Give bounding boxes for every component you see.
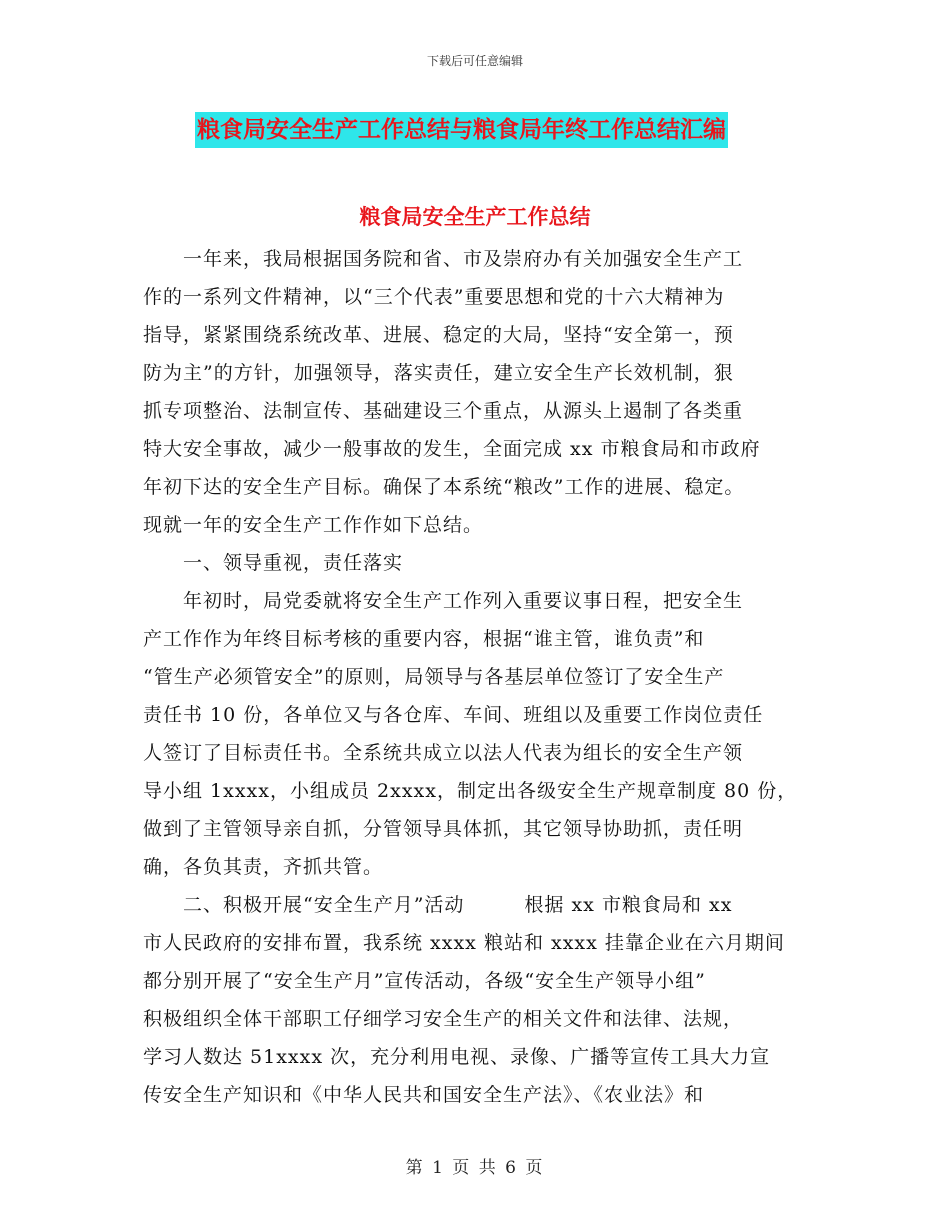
heading-safety-month: 二、积极开展“安全生产月”活动 根据 xx 市粮食局和 xx <box>183 894 733 916</box>
paragraph-line: 人签订了目标责任书。全系统共成立以法人代表为组长的安全生产领 <box>143 742 744 764</box>
paragraph-line: 确，各负其责，齐抓共管。 <box>143 856 384 878</box>
header-note: 下载后可任意编辑 <box>426 54 523 68</box>
paragraph-line: 指导，紧紧围绕系统改革、进展、稳定的大局，坚持“安全第一，预 <box>143 324 734 346</box>
heading-leadership: 一、领导重视，责任落实 <box>183 552 404 574</box>
page-footer: 第 1 页 共 6 页 <box>405 1158 545 1178</box>
paragraph-line: 抓专项整治、法制宣传、基础建设三个重点，从源头上遏制了各类重 <box>143 400 744 422</box>
document-title: 粮食局安全生产工作总结与粮食局年终工作总结汇编 <box>195 112 728 148</box>
paragraph-line: 学习人数达 51xxxx 次，充分利用电视、录像、广播等宣传工具大力宣 <box>143 1046 771 1068</box>
paragraph-line: 积极组织全体干部职工仔细学习安全生产的相关文件和法律、法规， <box>143 1008 744 1030</box>
paragraph-line: 做到了主管领导亲自抓，分管领导具体抓，其它领导协助抓，责任明 <box>143 818 744 840</box>
paragraph-line: 责任书 10 份，各单位又与各仓库、车间、班组以及重要工作岗位责任 <box>143 704 764 726</box>
paragraph-line: 传安全生产知识和《中华人民共和国安全生产法》、《农业法》和 <box>143 1084 705 1106</box>
paragraph-line: 特大安全事故，减少一般事故的发生，全面完成 xx 市粮食局和市政府 <box>143 438 761 460</box>
body-text <box>143 240 815 1114</box>
paragraph-line: 一年来，我局根据国务院和省、市及崇府办有关加强安全生产工 <box>183 248 744 270</box>
section-title: 粮食局安全生产工作总结 <box>359 205 591 229</box>
paragraph-line: 现就一年的安全生产工作作如下总结。 <box>143 514 484 536</box>
paragraph-line: “管生产必须管安全”的原则，局领导与各基层单位签订了安全生产 <box>143 666 725 688</box>
paragraph-line: 都分别开展了“安全生产月”宣传活动，各级“安全生产领导小组” <box>143 970 706 992</box>
paragraph-line: 防为主”的方针，加强领导，落实责任，建立安全生产长效机制，狠 <box>143 362 734 384</box>
paragraph-line: 作的一系列文件精神，以“三个代表”重要思想和党的十六大精神为 <box>143 286 725 308</box>
paragraph-line: 年初下达的安全生产目标。确保了本系统“粮改”工作的进展、稳定。 <box>143 476 745 498</box>
paragraph-line: 产工作作为年终目标考核的重要内容，根据“谁主管，谁负责”和 <box>143 628 705 650</box>
paragraph-line: 导小组 1xxxx，小组成员 2xxxx，制定出各级安全生产规章制度 80 份， <box>143 780 798 802</box>
paragraph-line: 年初时，局党委就将安全生产工作列入重要议事日程，把安全生 <box>183 590 744 612</box>
paragraph-line: 市人民政府的安排布置，我系统 xxxx 粮站和 xxxx 挂靠企业在六月期间 <box>143 932 785 954</box>
